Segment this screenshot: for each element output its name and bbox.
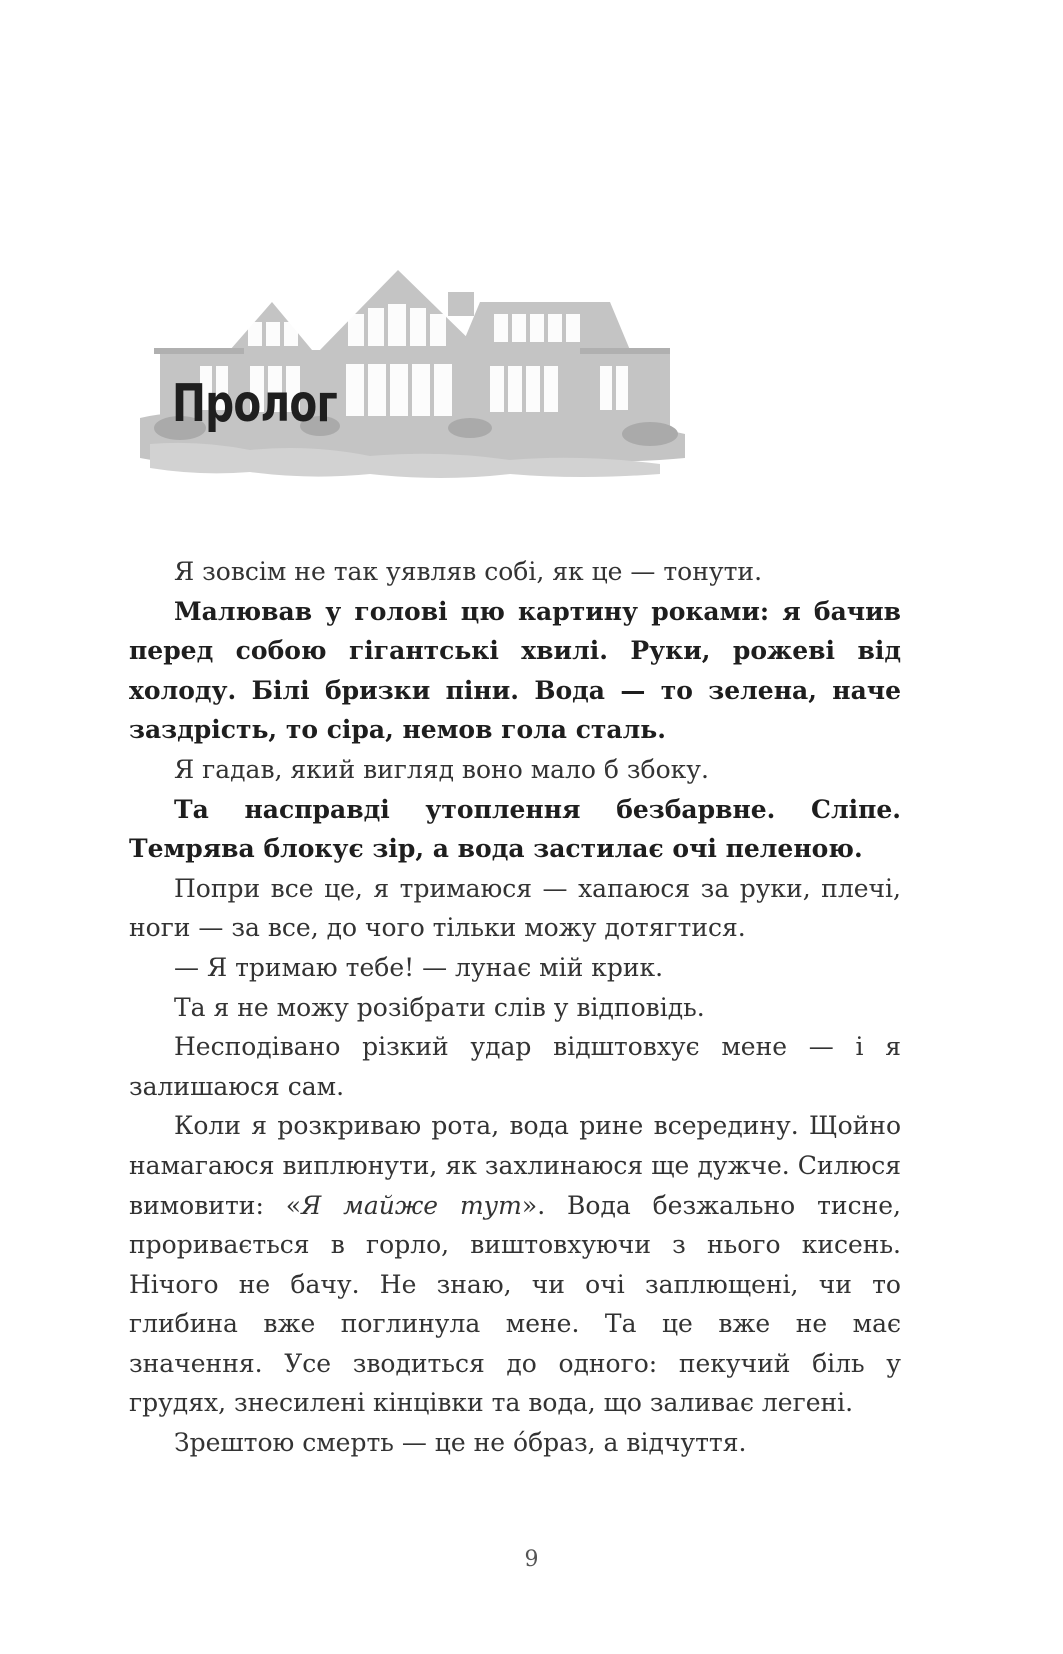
paragraph <box>129 1106 901 1423</box>
paragraph: Несподівано різкий удар відштовхує мене — і я залишаюся сам. <box>129 1032 901 1101</box>
paragraph: — Я тримаю тебе! — лунає мій крик. <box>174 952 664 982</box>
italic-quote: Я майже тут <box>301 1190 522 1220</box>
paragraph: Та я не можу розібрати слів у відповідь. <box>174 992 705 1022</box>
paragraph: Зрештою смерть — це не óбраз, а відчуття. <box>174 1428 747 1458</box>
paragraph: Малював у голові цю картину роками: я бачив перед собою гігантські хвилі. Руки, рожеві від холоду. Білі бризки піни. Вода — то зелена, наче заздрість, то сіра, немов гола сталь. <box>129 596 901 745</box>
paragraph-text: Коли я розкриваю рота, вода рине всередину. Щойно намагаюся виплюнути, як захлинаюся ще дужче. Силюся вимовити: « <box>129 1111 901 1220</box>
page-number: 9 <box>524 1547 539 1572</box>
chapter-title: Пролог <box>172 374 337 434</box>
body-text <box>129 552 901 1463</box>
paragraph: Та насправді утоплення безбарвне. Сліпе. Темрява блокує зір, а вода застилає очі пеленою. <box>129 794 901 864</box>
paragraph: Я гадав, який вигляд воно мало б збоку. <box>174 754 709 784</box>
paragraph: Я зовсім не так уявляв собі, як це — тонути. <box>174 557 763 586</box>
paragraph-text: ». Вода безжально тисне, проривається в горло, виштовхуючи з нього кисень. Нічого не бачу. Не знаю, чи очі заплющені, чи то глибина вже поглинула мене. Та це вже не має значення. Усе зводиться до одного: пекучий біль у грудях, знесилені кінцівки та вода, що заливає легені. <box>129 1190 902 1418</box>
paragraph: Попри все це, я тримаюся — хапаюся за руки, плечі, ноги — за все, до чого тільки можу дотягтися. <box>129 873 901 943</box>
